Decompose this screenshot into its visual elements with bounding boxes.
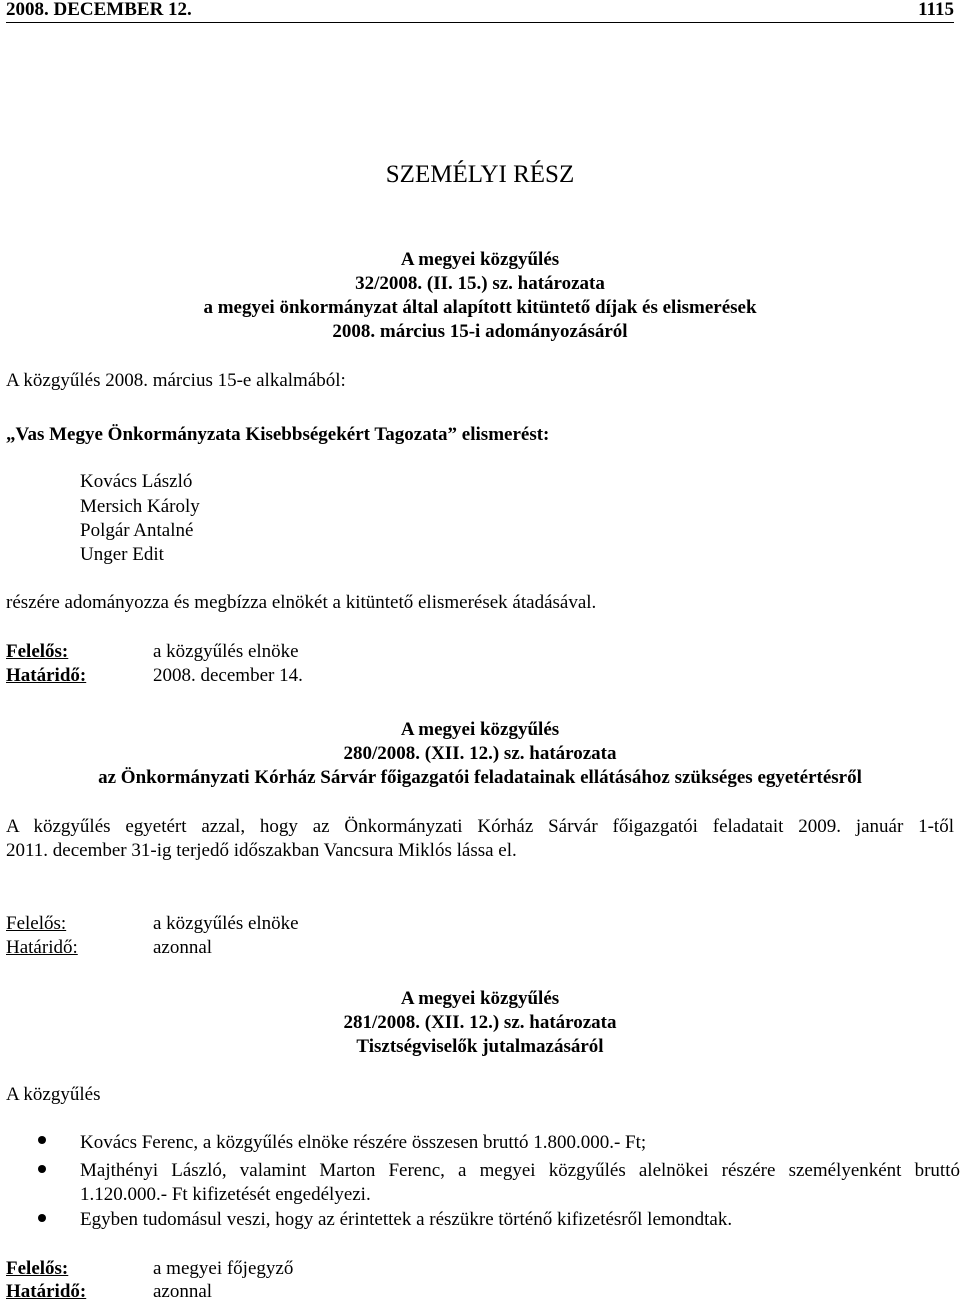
resolution-1-subject-line1: a megyei önkormányzat által alapított kitüntető díjak és elismerések	[203, 297, 757, 318]
responsible-label: Felelős:	[6, 641, 69, 662]
resolution-1-body: A megyei közgyűlés	[400, 249, 560, 270]
resolution-1-subject-line2: 2008. március 15-i adományozásáról	[332, 321, 628, 342]
resolution-2-subject: az Önkormányzati Kórház Sárvár főigazgatói feladatainak ellátásához szükséges egyetértésről	[98, 767, 862, 788]
header-page-number: 1115	[918, 0, 954, 20]
page-header	[6, 0, 954, 24]
bullet-dot	[38, 1136, 46, 1144]
responsible-value: a közgyűlés elnöke	[153, 641, 299, 662]
resolution-2-text-line1: A közgyűlés egyetért azzal, hogy az Önkormányzati Kórház Sárvár főigazgatói feladatait 2009. január 1-től	[6, 816, 954, 837]
resolution-1-award: „Vas Megye Önkormányzata Kisebbségekért Tagozata” elismerést:	[6, 424, 550, 445]
bullet-dot	[38, 1214, 46, 1222]
resolution-1-number: 32/2008. (II. 15.) sz. határozata	[355, 273, 605, 294]
resolution-2-number: 280/2008. (XII. 12.) sz. határozata	[343, 743, 617, 764]
responsible-value: a közgyűlés elnöke	[153, 913, 299, 934]
list-item: Egyben tudomásul veszi, hogy az érintettek a részükre történő kifizetésről lemondtak.	[80, 1209, 733, 1230]
deadline-value: azonnal	[153, 1281, 213, 1302]
deadline-value: azonnal	[153, 937, 213, 958]
header-rule	[6, 22, 954, 23]
recipient-item: Polgár Antalné	[80, 520, 194, 541]
responsible-value: a megyei főjegyző	[153, 1258, 294, 1279]
resolution-2-text-line2: 2011. december 31-ig terjedő időszakban Vancsura Miklós lássa el.	[6, 840, 517, 861]
deadline-label: Határidő:	[6, 1281, 87, 1302]
deadline-label: Határidő:	[6, 937, 78, 958]
recipient-item: Kovács László	[80, 471, 193, 492]
resolution-3-body: A megyei közgyűlés	[400, 988, 560, 1009]
deadline-value: 2008. december 14.	[153, 665, 303, 686]
resolution-1-closing: részére adományozza és megbízza elnökét a kitüntető elismerések átadásával.	[6, 592, 597, 613]
bullet-dot	[38, 1165, 46, 1173]
list-item: Majthényi László, valamint Marton Ferenc, a megyei közgyűlés alelnökei részére személyenként bruttó	[80, 1160, 960, 1181]
deadline-label: Határidő:	[6, 665, 87, 686]
recipient-item: Mersich Károly	[80, 496, 200, 517]
responsible-label: Felelős:	[6, 913, 67, 934]
section-title: SZEMÉLYI RÉSZ	[385, 161, 575, 188]
resolution-1-intro: A közgyűlés 2008. március 15-e alkalmából:	[6, 370, 346, 391]
responsible-label: Felelős:	[6, 1258, 69, 1279]
list-item: Kovács Ferenc, a közgyűlés elnöke részére összesen bruttó 1.800.000.- Ft;	[80, 1132, 647, 1153]
list-item-continuation: 1.120.000.- Ft kifizetését engedélyezi.	[80, 1184, 371, 1205]
resolution-3-subject: Tisztségviselők jutalmazásáról	[356, 1036, 604, 1057]
resolution-3-number: 281/2008. (XII. 12.) sz. határozata	[343, 1012, 617, 1033]
header-date: 2008. DECEMBER 12.	[6, 0, 192, 20]
resolution-2-body: A megyei közgyűlés	[400, 719, 560, 740]
resolution-3-intro: A közgyűlés	[6, 1084, 101, 1105]
recipient-item: Unger Edit	[80, 544, 164, 565]
